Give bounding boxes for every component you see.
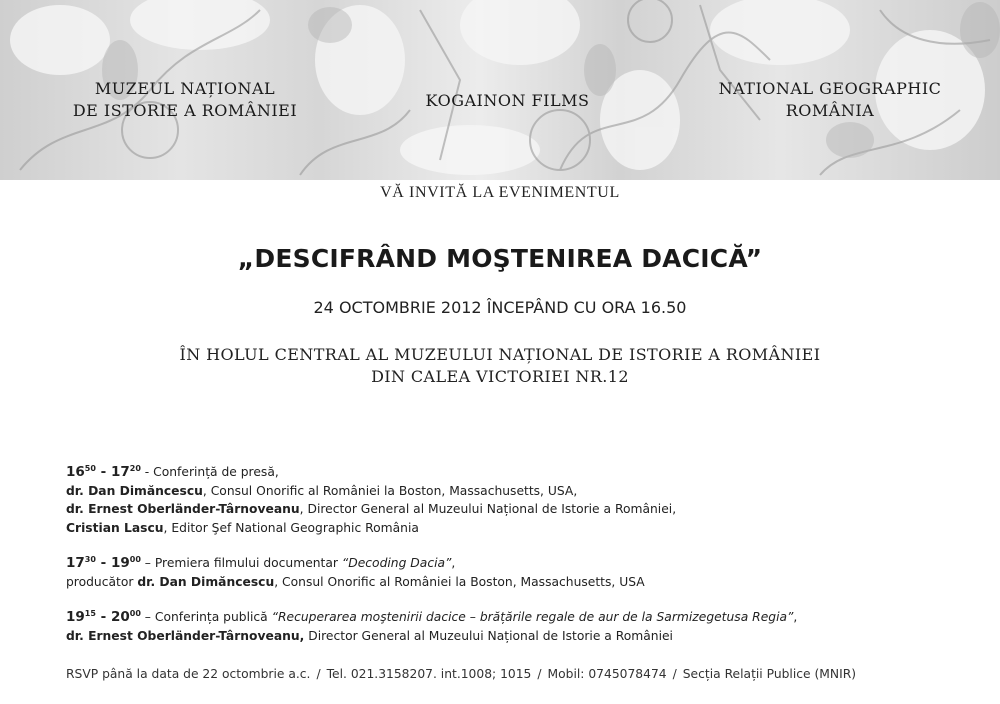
org-left-line-2: DE ISTORIE A ROMÂNIEI [72, 101, 298, 120]
org-left-line-1: MUZEUL NAȚIONAL [94, 79, 276, 98]
header-banner [0, 0, 1000, 180]
separator: / [672, 667, 677, 681]
rsvp-mobile: Mobil: 0745078474 [547, 667, 667, 681]
org-right-line-2: ROMÂNIA [785, 101, 875, 120]
speaker-line: dr. Ernest Oberländer-Târnoveanu, Director General al Muzeului Național de Istorie a României, [66, 502, 677, 516]
org-national-geographic [700, 78, 960, 122]
program-item-1-time: $16^{50} - 17^{20}$ [66, 464, 141, 480]
invite-line: VĂ INVITĂ LA EVENIMENTUL [380, 184, 620, 201]
separator: / [537, 667, 542, 681]
program-item-2-header: $17^{30} - 19^{00}$ – Premiera filmului documentar “Decoding Dacia”, [66, 555, 456, 571]
program-schedule [66, 460, 966, 659]
program-item-1-desc: - Conferință de presă, [140, 465, 279, 479]
rsvp-footer [66, 667, 966, 681]
event-venue [0, 344, 1000, 388]
program-item-1-header [66, 460, 966, 482]
program-item-3-time: $19^{15} - 20^{00}$ [66, 609, 141, 625]
rsvp-phone: Tel. 021.3158207. int.1008; 1015 [326, 667, 532, 681]
rsvp-department: Secția Relații Publice (MNIR) [682, 667, 857, 681]
org-middle-line: KOGAINON FILMS [425, 91, 590, 110]
org-kogainon-films [400, 90, 615, 112]
speaker-line: dr. Dan Dimăncescu, Consul Onorific al României la Boston, Massachusetts, USA, [66, 483, 578, 498]
program-item-2-time: $17^{30} - 19^{00}$ [66, 555, 141, 571]
rsvp-deadline: RSVP până la data de 22 octombrie a.c. [66, 667, 311, 681]
venue-line-1: ÎN HOLUL CENTRAL AL MUZEULUI NAȚIONAL DE ISTORIE A ROMÂNIEI [179, 345, 821, 364]
film-title: “Decoding Dacia” [341, 556, 452, 570]
producer-line: producător dr. Dan Dimăncescu, Consul Onorific al României la Boston, Massachusetts, USA [66, 574, 645, 589]
separator: / [316, 667, 321, 681]
program-item-film-premiere [66, 551, 966, 591]
speaker-line: dr. Ernest Oberländer-Târnoveanu, Director General al Muzeului Național de Istorie a României [66, 628, 673, 643]
event-title: „DESCIFRÂND MOŞTENIREA DACICĂ” [237, 244, 763, 273]
program-item-3-header: $19^{15} - 20^{00}$ – Conferința publică “Recuperarea moştenirii dacice – brățările regale de aur de la Sarmizegetusa Regia”, [66, 609, 798, 625]
venue-line-2: DIN CALEA VICTORIEI NR.12 [371, 367, 629, 386]
program-item-public-conference [66, 605, 966, 645]
speaker-line: Cristian Lascu, Editor Şef National Geographic România [66, 520, 419, 535]
org-muzeul-national [60, 78, 310, 122]
event-date: 24 OCTOMBRIE 2012 ÎNCEPÂND CU ORA 16.50 [313, 298, 687, 317]
program-item-press-conference [66, 460, 966, 537]
talk-title: “Recuperarea moştenirii dacice – brățările regale de aur de la Sarmizegetusa Regia” [271, 610, 794, 624]
org-right-line-1: NATIONAL GEOGRAPHIC [718, 79, 942, 98]
